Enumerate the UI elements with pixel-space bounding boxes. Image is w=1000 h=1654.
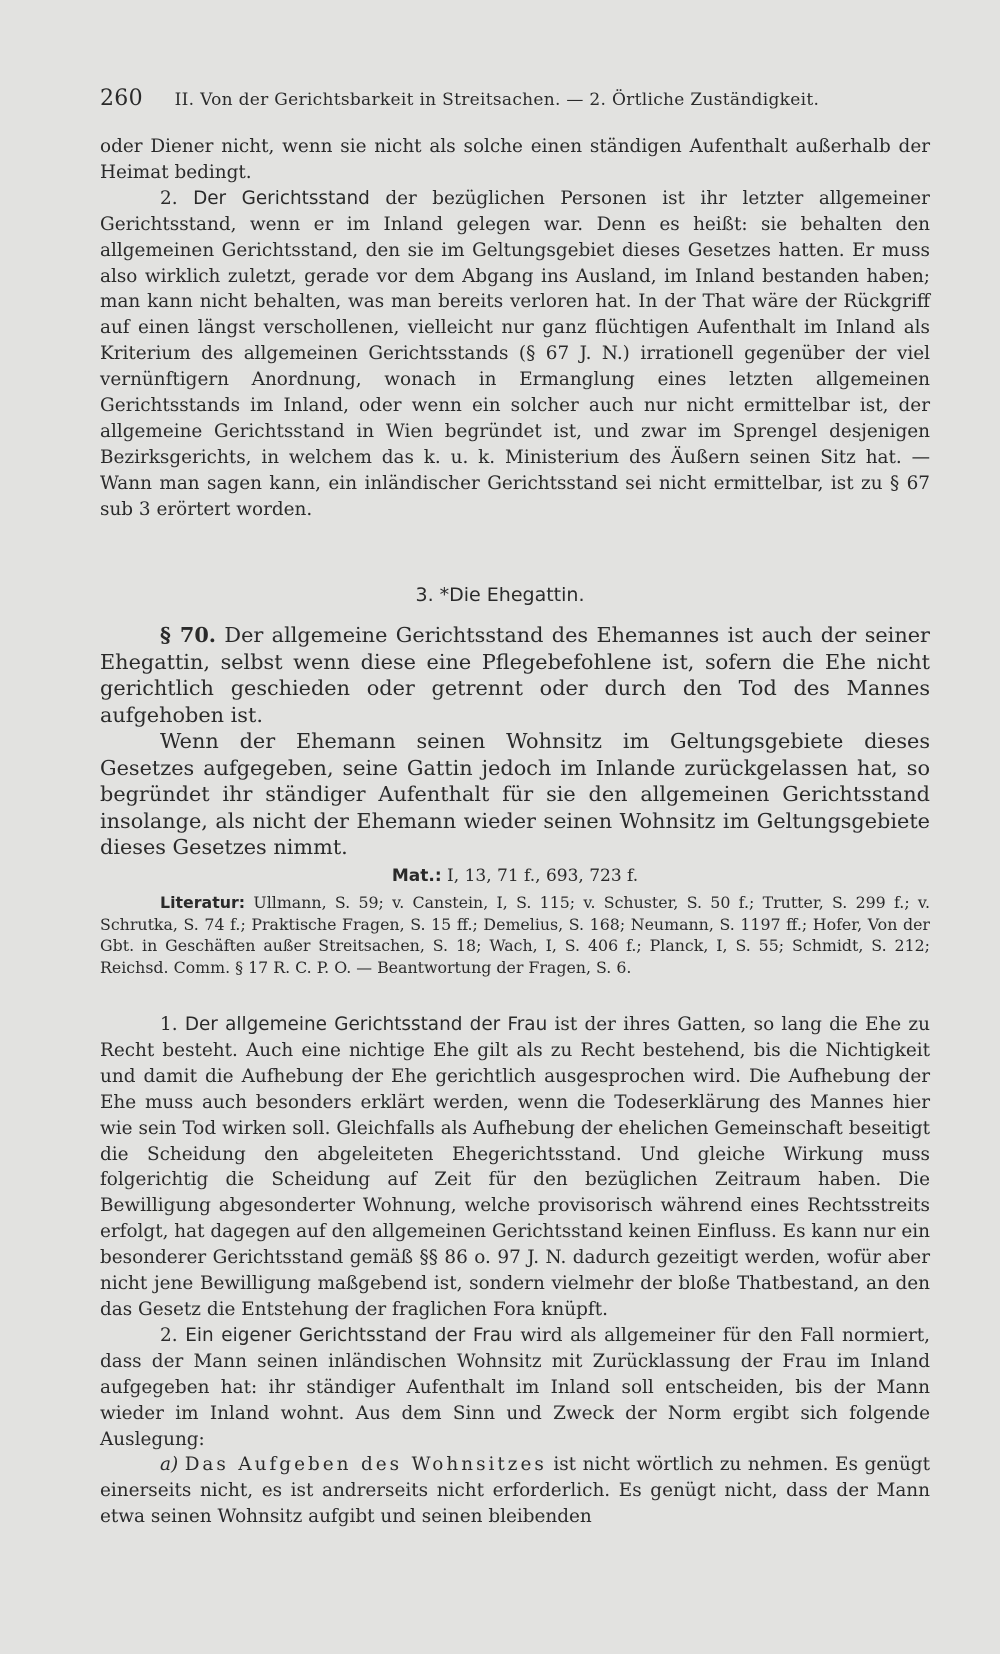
paragraph-2-lead: Der Gerichtsstand [193,187,370,209]
note-2-text: wird als allgemeiner für den Fall normiert, dass der Mann seinen inländischen Wohnsitz mit Zurücklassung der Frau im Inland aufgegeben hat: ihr ständiger Aufenthalt im Inland soll entscheiden, bis der Mann wieder im Inland wohnt. Aus dem Sinn und Zweck der Norm ergibt sich folgende Auslegung: [100,1324,930,1450]
literature-text: Ullmann, S. 59; v. Canstein, I, S. 115; v. Schuster, S. 50 f.; Trutter, S. 299 f.; v. Schrutka, S. 74 f.; Praktische Fragen, S. 15 ff.; Demelius, S. 168; Neumann, S. 1197 ff.; Hofer, Von der Gbt. in Geschäften außer Streitsachen, S. 18; Wach, I, S. 406 f.; Planck, I, S. 55; Schmidt, S. 212; Reichsd. Comm. § 17 R. C. P. O. — Beantwortung der Fragen, S. 6. [100,893,930,977]
running-header [100,86,930,111]
note-2-number: 2. [160,1324,178,1346]
statute-paragraph-1 [100,622,930,728]
running-title: II. Von der Gerichtsbarkeit in Streitsachen. — 2. Örtliche Zuständigkeit. [174,90,820,110]
commentary-block [100,1012,930,1530]
statute-paragraph-2: Wenn der Ehemann seinen Wohnsitz im Geltungsgebiete dieses Gesetzes aufgegeben, seine Gattin jedoch im Inlande zurückgelassen hat, so begründet ihr ständiger Aufenthalt für sie den allgemeinen Gerichtsstand insolange, als nicht der Ehemann wieder seinen Wohnsitz im Geltungsgebiete dieses Gesetzes nimmt. [100,729,930,859]
paragraph-2-number: 2. [160,187,178,209]
literature-paragraph [100,892,930,978]
note-1-text: ist der ihres Gatten, so lang die Ehe zu Recht besteht. Auch eine nichtige Ehe gilt als zu Recht bestehend, bis die Nichtigkeit und damit die Aufhebung der Ehe gerichtlich ausgesprochen wird. Die Aufhebung der Ehe muss auch besonders erklärt werden, wenn die Todeserklärung des Mannes hier wie sein Tod wirken soll. Gleichfalls als Aufhebung der ehelichen Gemeinschaft beseitigt die Scheidung den abgeleiteten Ehegerichtsstand. Und gleiche Wirkung muss folgerichtig die Scheidung auf Zeit für den bezüglichen Zeitraum haben. Die Bewilligung abgesonderter Wohnung, welche provisorisch während eines Rechtsstreits erfolgt, hat dagegen auf den allgemeinen Gerichtsstand keinen Einfluss. Es kann nur ein besonderer Gerichtsstand gemäß §§ 86 o. 97 J. N. dadurch gezeitigt werden, wofür aber nicht jene Bewilligung maßgebend ist, sondern vielmehr der bloße Thatbestand, an den das Gesetz die Entstehung der fraglichen Fora knüpft. [100,1014,930,1320]
paragraph-2-text: der bezüglichen Personen ist ihr letzter allgemeiner Gerichtsstand, wenn er im Inland gelegen war. Denn es heißt: sie behalten den allgemeinen Gerichtsstand, den sie im Geltungsgebiet dieses Gesetzes hatten. Er muss also wirklich zuletzt, gerade vor dem Abgang ins Ausland, im Inland bestanden haben; man kann nicht behalten, was man bereits verloren hat. In der That wäre der Rückgriff auf einen längst verschollenen, vielleicht nur ganz flüchtigen Aufenthalt im Inland als Kriterium des allgemeinen Gerichtsstands (§ 67 J. N.) irrationell gegenüber der viel vernünftigern Anordnung, wonach in Ermanglung eines letzten allgemeinen Gerichtsstands im Inland, oder wenn ein solcher auch nur nicht ermittelbar ist, der allgemeine Gerichtsstand in Wien begründet ist, und zwar im Sprengel desjenigen Bezirksgerichts, in welchem das k. u. k. Ministerium des Äußern seinen Sitz hat. — Wann man sagen kann, ein inländischer Gerichtsstand sei nicht ermittelbar, ist zu § 67 sub 3 erörtert worden. [100,187,930,520]
note-3-text: ist nicht wörtlich zu nehmen. Es genügt einerseits nicht, es ist andrerseits nicht erforderlich. Es genügt nicht, dass der Mann etwa seinen Wohnsitz aufgibt und seinen bleibenden [100,1454,930,1528]
statute-section-number: § 70. [160,622,217,647]
note-3-lead: Das Aufgeben des Wohnsitzes [184,1454,547,1476]
section-title: 3. *Die Ehegattin. [415,584,585,606]
continuation-block [100,134,930,523]
materials-label: Mat.: [391,866,442,886]
statute-text [100,622,930,861]
literature-block [100,892,930,978]
materials-line [100,866,930,886]
page-number: 260 [100,86,143,111]
materials-text: I, 13, 71 f., 693, 723 f. [447,866,639,886]
statute-paragraph-1-text: Der allgemeine Gerichtsstand des Ehemannes ist auch der seiner Ehegattin, selbst wenn diese eine Pflegebefohlene ist, sofern die Ehe nicht gerichtlich geschieden oder getrennt oder durch den Tod des Mannes aufgehoben ist. [100,623,930,727]
note-3-number: a) [160,1454,179,1476]
literature-label: Literatur: [160,893,246,912]
commentary-note-2 [100,1323,930,1453]
paragraph-continuation: oder Diener nicht, wenn sie nicht als solche einen ständigen Aufenthalt außerhalb der Heimat bedingt. [100,136,930,183]
commentary-note-3 [100,1452,930,1530]
note-1-number: 1. [160,1014,178,1035]
note-2-lead: Ein eigener Gerichtsstand der Frau [185,1324,513,1346]
paragraph-2 [100,186,930,523]
note-1-lead: Der allgemeine Gerichtsstand der Frau [184,1014,548,1035]
commentary-note-1 [100,1012,930,1323]
